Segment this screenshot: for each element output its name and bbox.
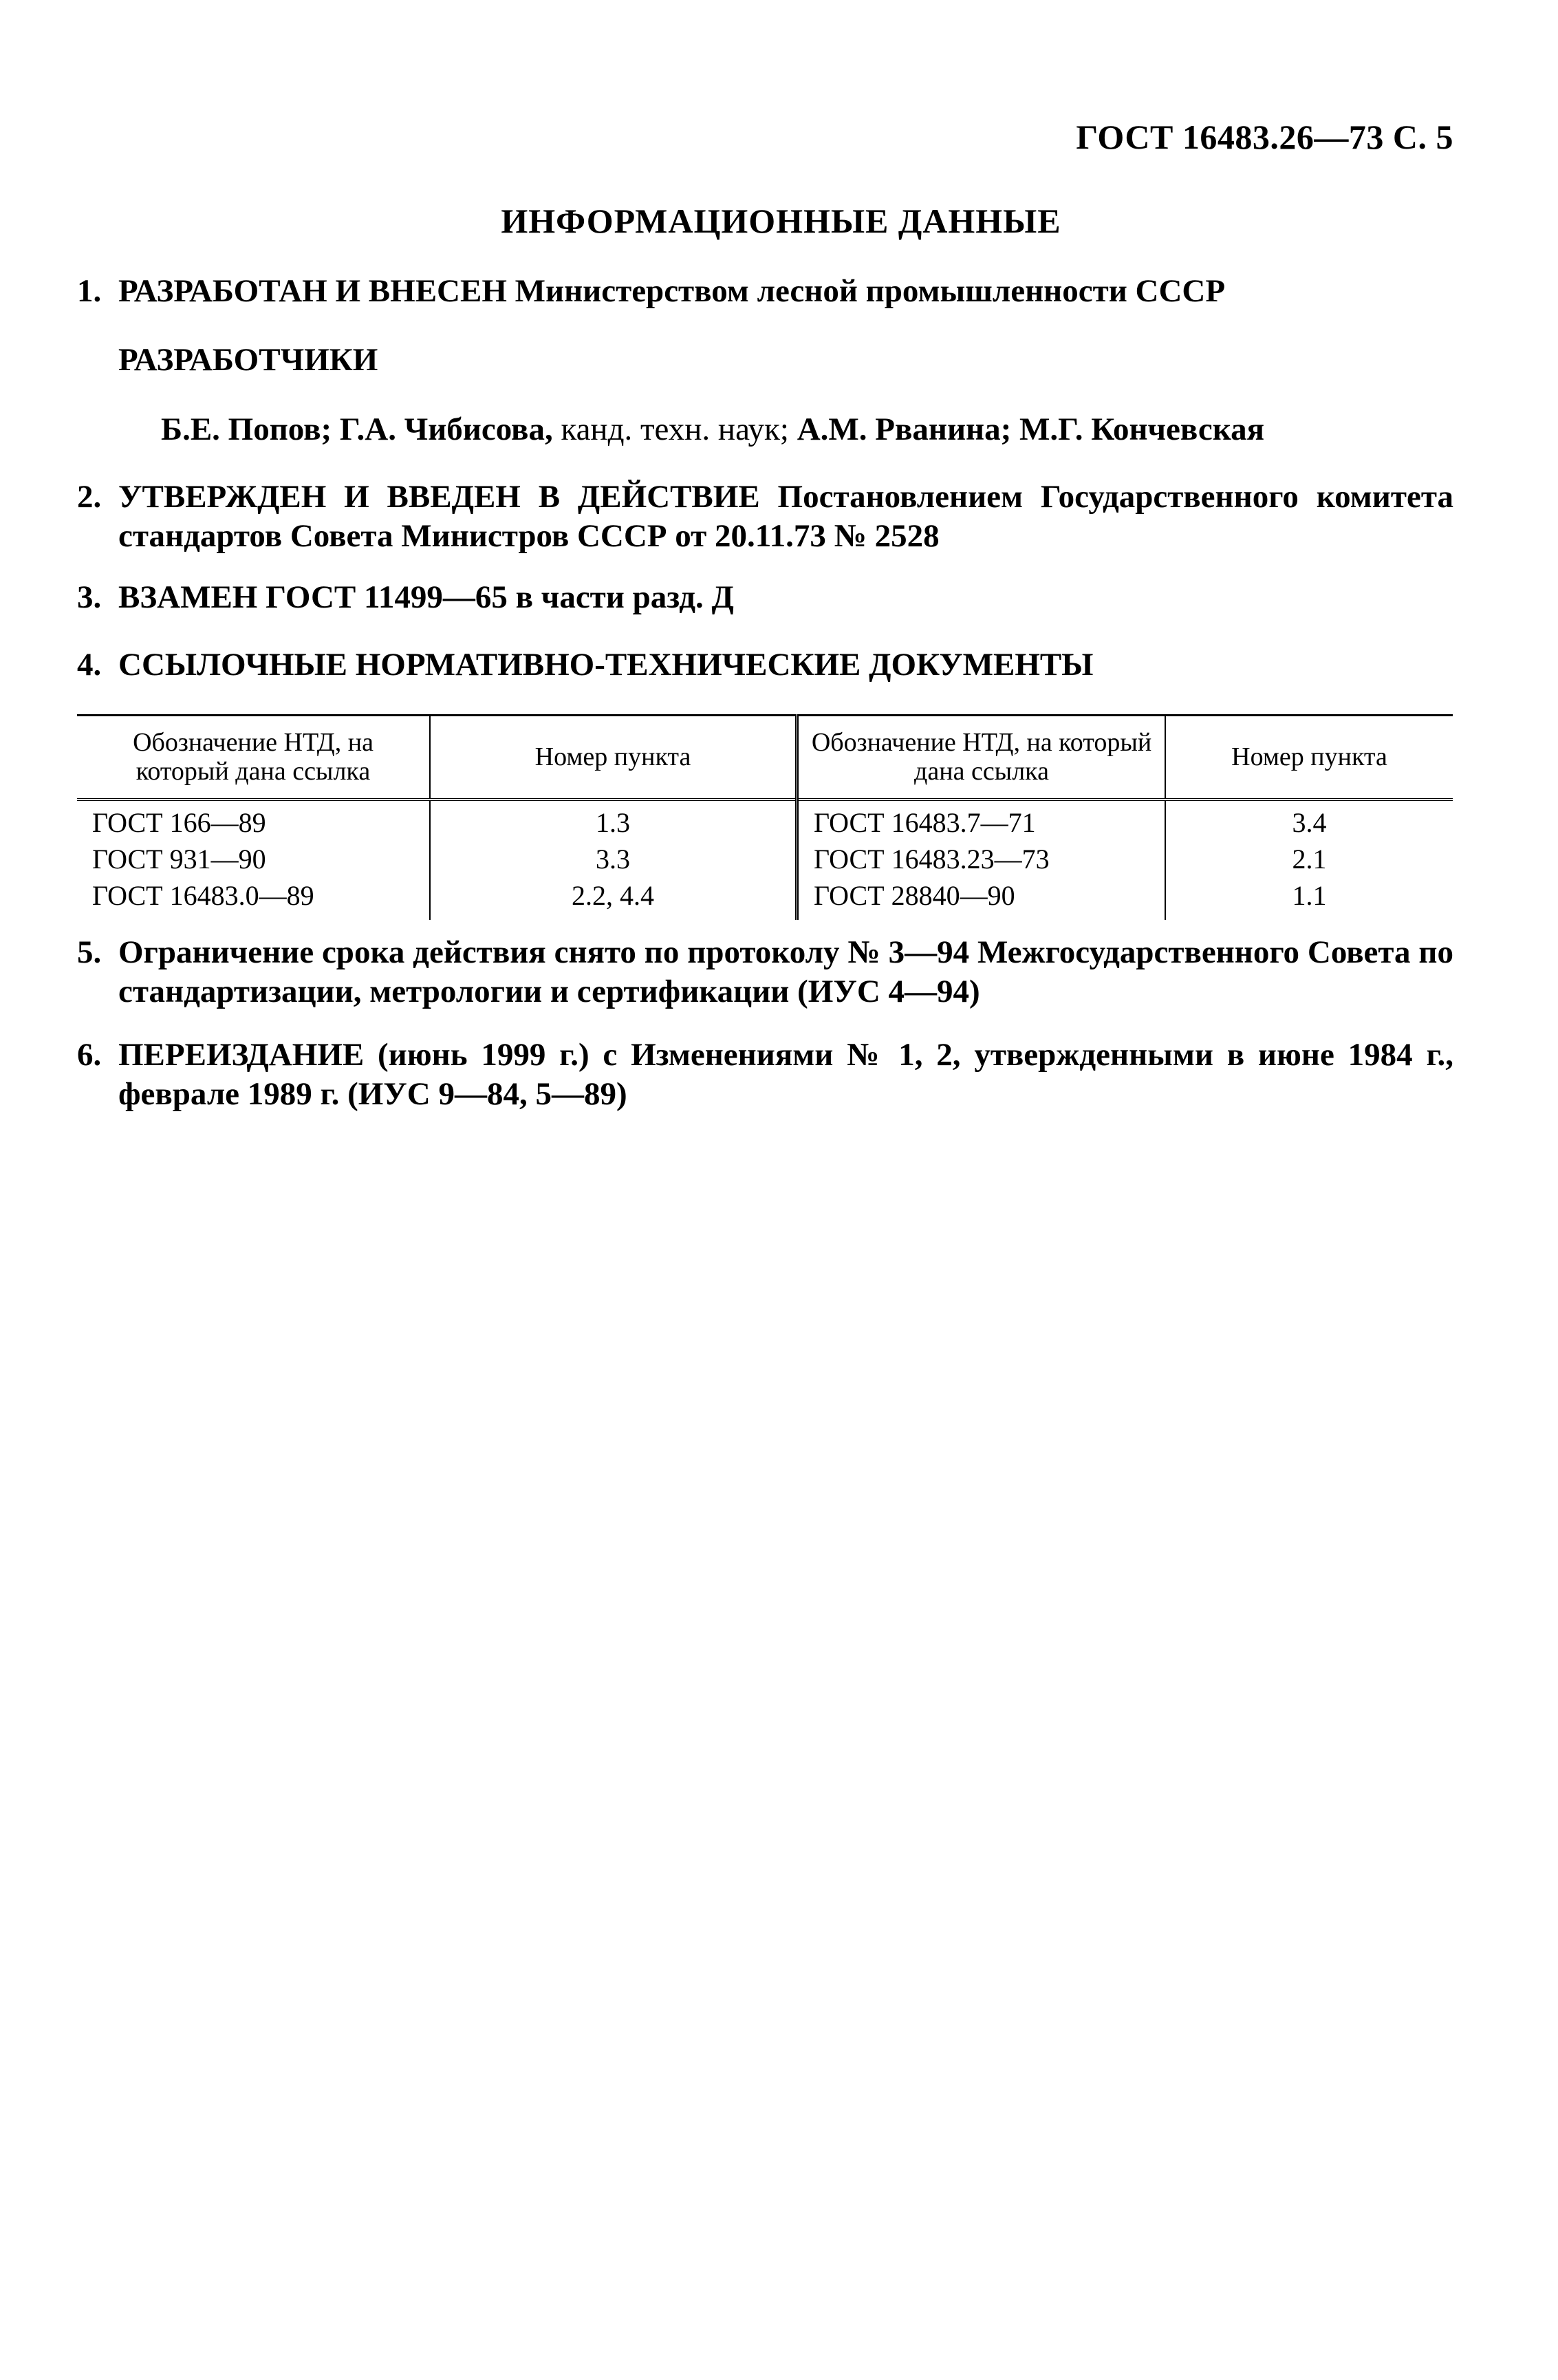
item-3 — [77, 578, 1453, 617]
item-4 — [77, 645, 1453, 685]
item-text: ССЫЛОЧНЫЕ НОРМАТИВНО-ТЕХНИЧЕСКИЕ ДОКУМЕНТЫ — [118, 647, 1094, 683]
header-ntd-2: Обозначение НТД, на который дана ссылка — [797, 716, 1166, 800]
header-ntd-1: Обозначение НТД, на который дана ссылка — [77, 716, 430, 800]
table-cell: 3.3 — [430, 837, 797, 874]
item-text: ВЗАМЕН ГОСТ 11499—65 в части разд. Д — [118, 579, 734, 615]
item-6 — [77, 1036, 1453, 1114]
table-header-row — [77, 716, 1453, 800]
item-5 — [77, 933, 1453, 1011]
item-number: 3. — [77, 579, 102, 615]
item-2 — [77, 478, 1453, 556]
developers-heading: РАЗРАБОТЧИКИ — [118, 342, 378, 378]
header-clause-2: Номер пункта — [1165, 716, 1453, 800]
table-cell: 3.4 — [1292, 806, 1327, 838]
item-text: Ограничение срока действия снято по протоколу № 3—94 Межгосударственного Совета по стандартизации, метрологии и сертификации (ИУС 4—94) — [118, 934, 1453, 1009]
table-cell: 1.1 — [1292, 879, 1327, 911]
table-cell: ГОСТ 16483.0—89 — [77, 874, 430, 920]
developers-names-b: А.М. Рванина; М.Г. Кончевская — [788, 411, 1265, 447]
references-table — [77, 714, 1453, 920]
developers-names-a: Б.Е. Попов; Г.А. Чибисова, — [161, 411, 553, 447]
item-number: 2. — [77, 479, 102, 515]
table-row — [77, 800, 1453, 837]
table-cell: ГОСТ 16483.7—71 — [797, 800, 1166, 837]
item-text: ПЕРЕИЗДАНИЕ (июнь 1999 г.) с Изменениями № 1, 2, утвержденными в июне 1984 г., феврале 1989 г. (ИУС 9—84, 5—89) — [118, 1037, 1453, 1112]
item-text: РАЗРАБОТАН И ВНЕСЕН Министерством лесной промышленности СССР — [118, 273, 1226, 309]
document-title: ИНФОРМАЦИОННЫЕ ДАННЫЕ — [501, 202, 1061, 240]
table-cell: ГОСТ 166—89 — [77, 800, 430, 837]
item-text: УТВЕРЖДЕН И ВВЕДЕН В ДЕЙСТВИЕ Постановлением Государственного комитета стандартов Совета Министров СССР от 20.11.73 № 2528 — [118, 479, 1453, 554]
item-number: 4. — [77, 647, 102, 683]
page-header: ГОСТ 16483.26—73 С. 5 — [1076, 118, 1453, 156]
item-number: 6. — [77, 1037, 102, 1073]
table-cell: 2.2, 4.4 — [430, 874, 797, 920]
header-clause-1: Номер пункта — [430, 716, 797, 800]
item-1 — [77, 272, 1453, 311]
table-row — [77, 874, 1453, 920]
developers-list — [161, 410, 1264, 449]
item-number: 1. — [77, 273, 102, 309]
table-cell: ГОСТ 28840—90 — [797, 874, 1166, 920]
table-cell: 1.3 — [430, 800, 797, 837]
item-number: 5. — [77, 934, 102, 970]
developers-degree: канд. техн. наук; — [552, 411, 789, 447]
table-cell: ГОСТ 931—90 — [77, 837, 430, 874]
table-row — [77, 837, 1453, 874]
table-cell: ГОСТ 16483.23—73 — [797, 837, 1166, 874]
table-cell: 2.1 — [1292, 843, 1327, 875]
